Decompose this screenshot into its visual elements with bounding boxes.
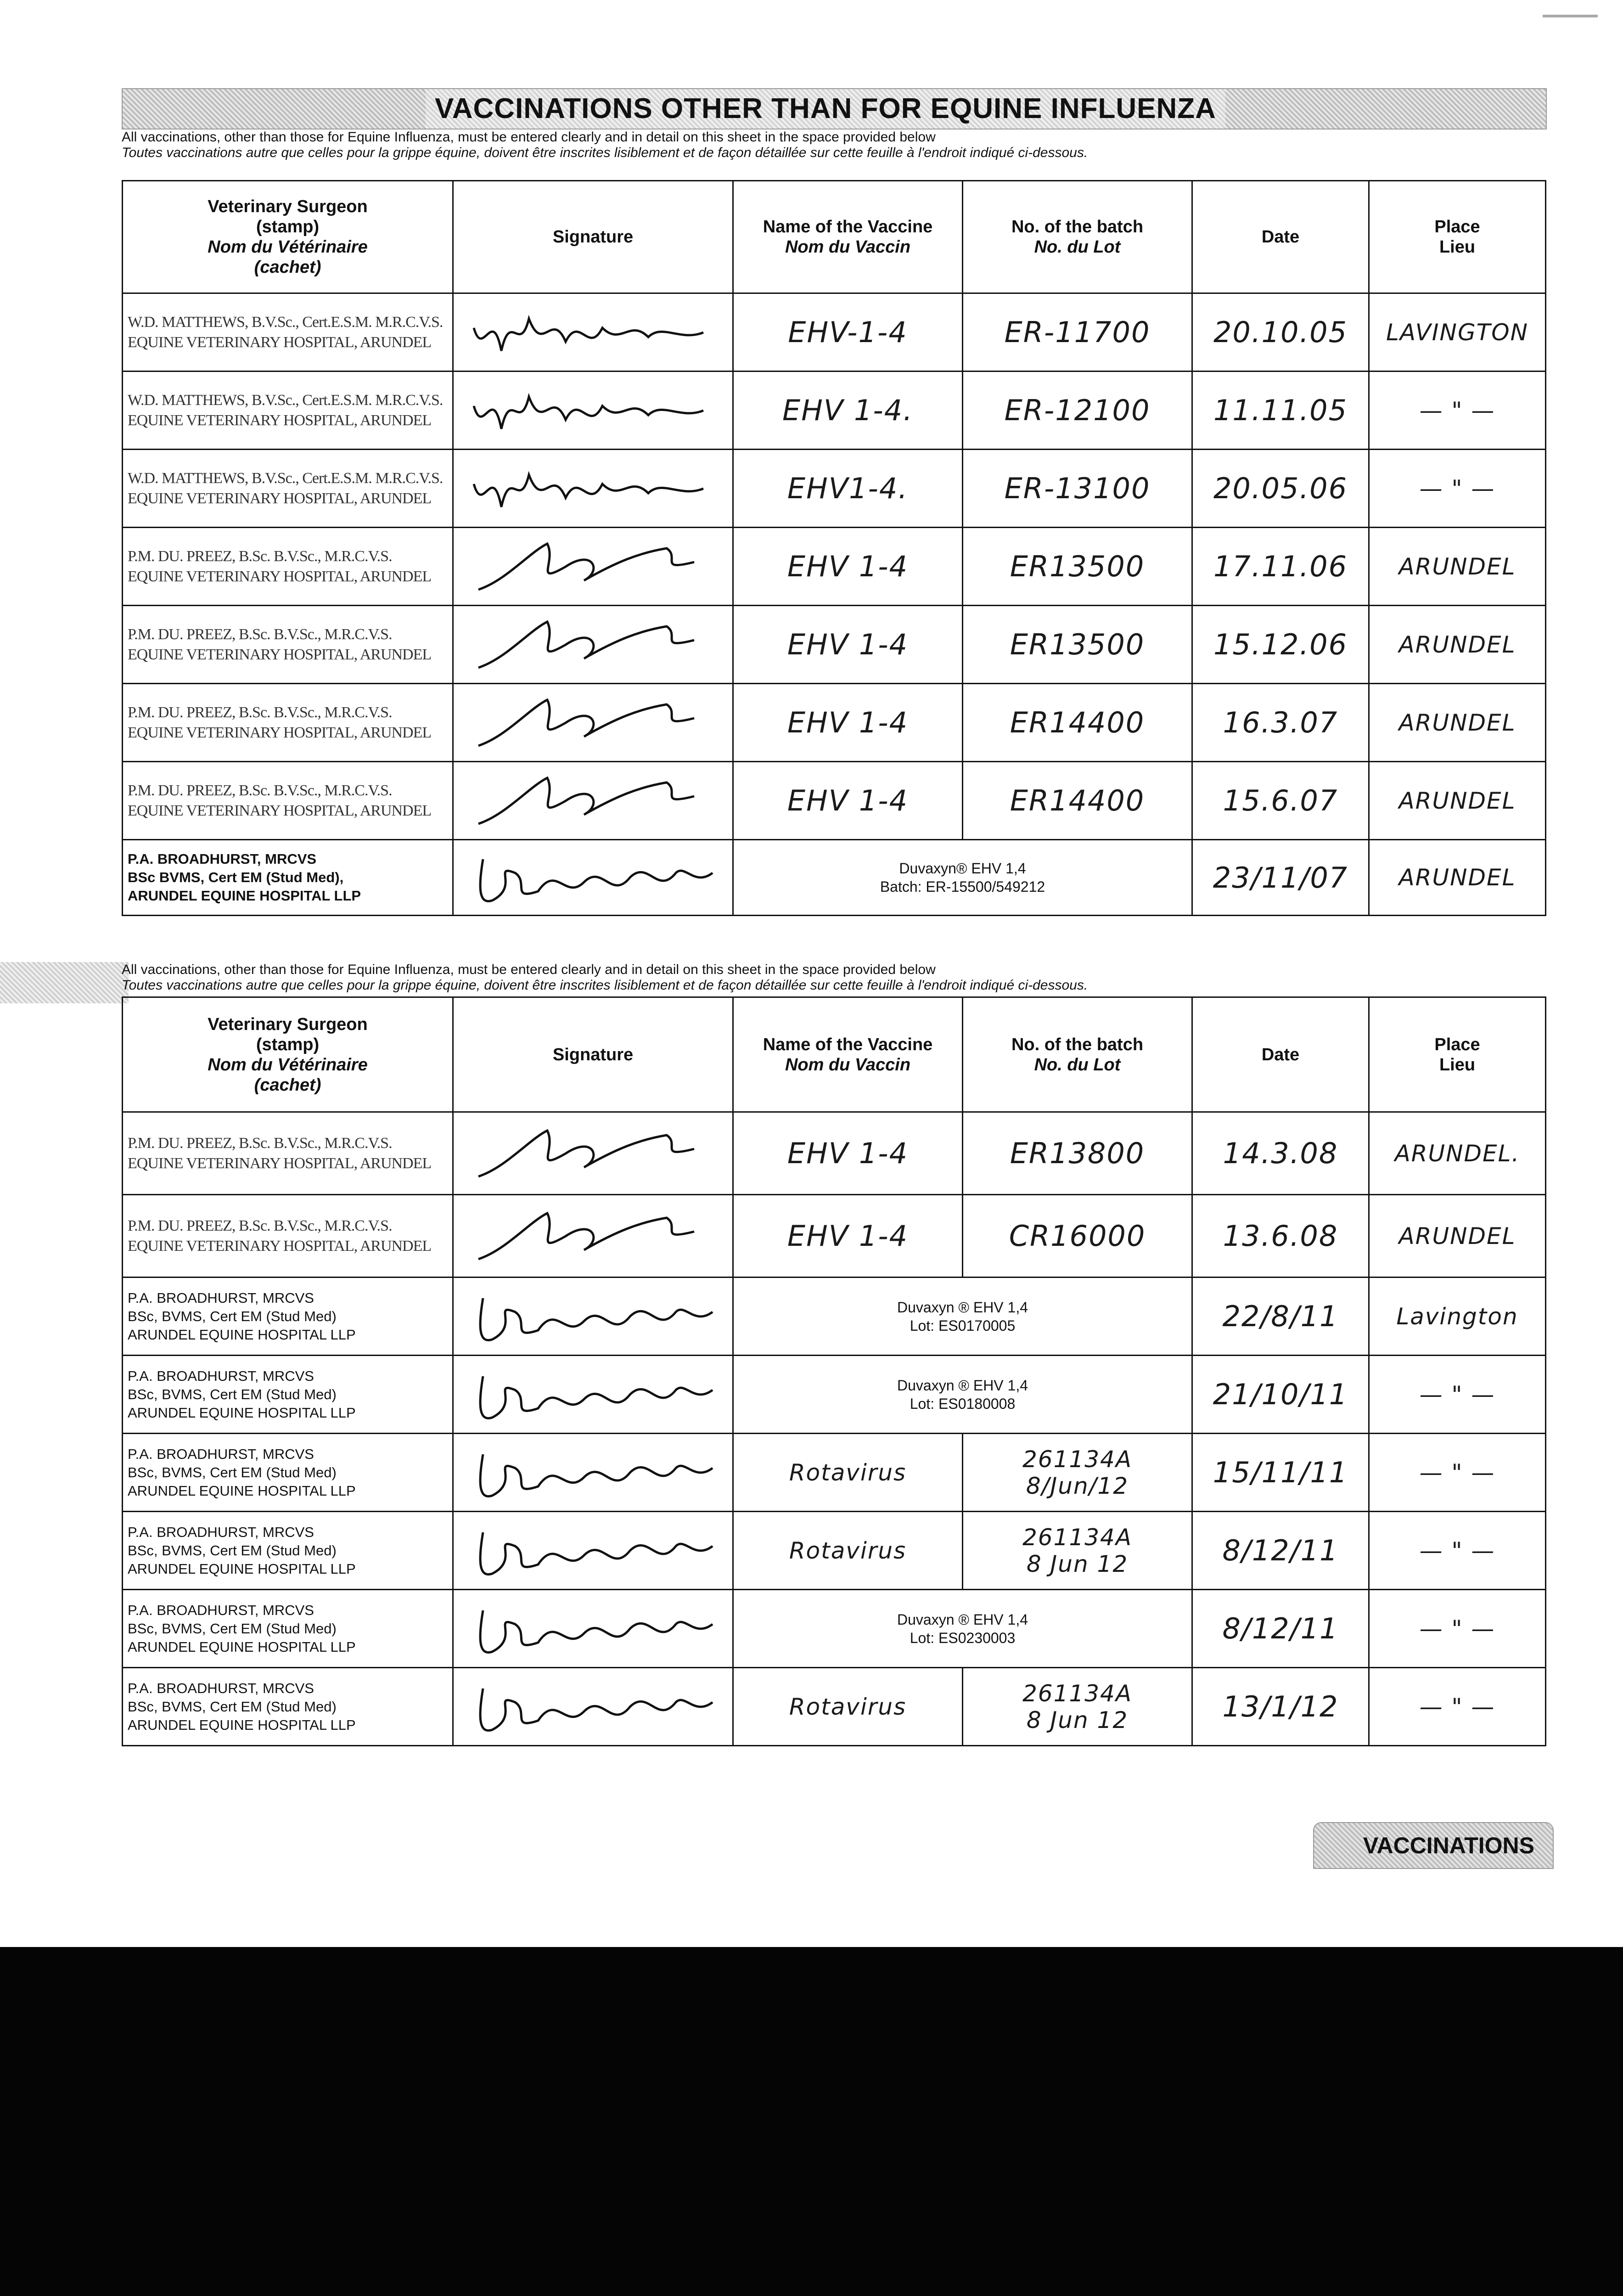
batch-number: ER13800	[963, 1112, 1192, 1195]
signature-stroke	[478, 544, 694, 590]
vaccination-date: 20.10.05	[1192, 293, 1369, 371]
vaccine-name: Duvaxyn ® EHV 1,4	[897, 1611, 1028, 1628]
signature-stroke	[478, 1131, 694, 1176]
vaccine-name: EHV 1-4	[733, 1112, 963, 1195]
vaccination-date: 15.6.07	[1192, 762, 1369, 840]
batch-number: Lot: ES0170005	[910, 1317, 1016, 1334]
vaccine-name: Rotavirus	[733, 1668, 963, 1746]
header-vet	[123, 997, 453, 1112]
signature-scribble	[465, 378, 722, 443]
table-row	[123, 1195, 1546, 1277]
header-vet-fr: Nom du Vétérinaire	[208, 1055, 368, 1075]
vet-stamp	[123, 371, 453, 450]
stamp-line: ARUNDEL EQUINE HOSPITAL LLP	[128, 1404, 356, 1421]
batch-number: ER13500	[963, 528, 1192, 606]
signature-scribble	[465, 1204, 722, 1268]
header-vet-stamp: (stamp)	[256, 1035, 320, 1054]
vaccine-name: EHV 1-4	[733, 1195, 963, 1277]
signature-cell	[453, 840, 733, 916]
vaccination-date: 22/8/11	[1192, 1277, 1369, 1356]
vaccination-date: 8/12/11	[1192, 1590, 1369, 1668]
vaccine-name: Rotavirus	[733, 1434, 963, 1512]
signature-cell	[453, 1434, 733, 1512]
batch-lot: 261134A	[1022, 1524, 1133, 1551]
header-batch-en: No. of the batch	[1011, 1035, 1144, 1054]
stamp-line: P.M. DU. PREEZ, B.Sc. B.V.Sc., M.R.C.V.S.	[128, 782, 392, 799]
table-row	[123, 840, 1546, 916]
signature-scribble	[465, 300, 722, 365]
vet-stamp	[123, 293, 453, 371]
vet-stamp	[123, 1590, 453, 1668]
batch-number: ER14400	[963, 762, 1192, 840]
batch-number: Batch: ER-15500/549212	[880, 878, 1045, 895]
stamp-line: W.D. MATTHEWS, B.V.Sc., Cert.E.S.M. M.R.C.V.S.	[128, 469, 443, 487]
signature-scribble	[465, 1675, 722, 1739]
vaccine-name: EHV 1-4	[733, 528, 963, 606]
header-batch-en: No. of the batch	[1011, 217, 1144, 236]
signature-stroke	[480, 1532, 713, 1575]
signature-scribble	[465, 1597, 722, 1661]
header-signature: Signature	[453, 181, 733, 293]
header-vet-en: Veterinary Surgeon	[208, 197, 368, 216]
place: LAVINGTON	[1369, 293, 1546, 371]
instructions-french: Toutes vaccinations autre que celles pour la grippe équine, doivent être inscrites lisiblement et de façon détaillée sur cette feuille à l'endroit indiqué ci-dessous.	[122, 145, 1088, 160]
signature-scribble	[465, 769, 722, 833]
vaccination-date: 14.3.08	[1192, 1112, 1369, 1195]
header-batch-fr: No. du Lot	[1034, 1055, 1121, 1075]
signature-cell	[453, 1590, 733, 1668]
place: ARUNDEL	[1369, 528, 1546, 606]
table-row	[123, 371, 1546, 450]
vaccine-and-batch	[733, 1590, 1192, 1668]
stamp-line: ARUNDEL EQUINE HOSPITAL LLP	[128, 1560, 356, 1577]
place: ARUNDEL.	[1369, 1112, 1546, 1195]
header-vet-fr-stamp: (cachet)	[254, 258, 321, 277]
table-row	[123, 684, 1546, 762]
vaccine-name: EHV 1-4	[733, 762, 963, 840]
batch-lot: 261134A	[1022, 1446, 1133, 1473]
batch-number: ER-13100	[963, 450, 1192, 528]
signature-stroke	[480, 859, 713, 901]
stamp-line: P.A. BROADHURST, MRCVS	[128, 1680, 314, 1696]
scan-black-border	[0, 1947, 1623, 2296]
signature-cell	[453, 606, 733, 684]
batch-number	[963, 1434, 1192, 1512]
table-row	[123, 1112, 1546, 1195]
stamp-line: EQUINE VETERINARY HOSPITAL, ARUNDEL	[128, 802, 432, 819]
header-vet-fr-stamp: (cachet)	[254, 1075, 321, 1095]
vaccination-date: 21/10/11	[1192, 1356, 1369, 1434]
header-place	[1369, 181, 1546, 293]
footer-tab-label: VACCINATIONS	[1363, 1833, 1534, 1858]
stamp-line: EQUINE VETERINARY HOSPITAL, ARUNDEL	[128, 1154, 432, 1172]
vet-stamp	[123, 1434, 453, 1512]
place: — " —	[1369, 1356, 1546, 1434]
header-vaccine	[733, 997, 963, 1112]
signature-stroke	[478, 700, 694, 746]
stamp-line: W.D. MATTHEWS, B.V.Sc., Cert.E.S.M. M.R.C.V.S.	[128, 313, 443, 331]
batch-number: Lot: ES0180008	[910, 1395, 1016, 1412]
stamp-line: BSc, BVMS, Cert EM (Stud Med)	[128, 1386, 337, 1402]
batch-number: Lot: ES0230003	[910, 1629, 1016, 1646]
signature-scribble	[465, 1121, 722, 1186]
signature-scribble	[465, 613, 722, 677]
table-row	[123, 1590, 1546, 1668]
stamp-line: BSc, BVMS, Cert EM (Stud Med)	[128, 1542, 337, 1559]
vet-stamp	[123, 606, 453, 684]
vaccine-name: Rotavirus	[733, 1512, 963, 1590]
signature-cell	[453, 293, 733, 371]
stamp-line: P.A. BROADHURST, MRCVS	[128, 1289, 314, 1306]
signature-cell	[453, 1668, 733, 1746]
instructions-english-2: All vaccinations, other than those for Equine Influenza, must be entered clearly and in detail on this sheet in the space provided below	[122, 962, 936, 977]
vaccine-name: EHV-1-4	[733, 293, 963, 371]
stamp-line: EQUINE VETERINARY HOSPITAL, ARUNDEL	[128, 411, 432, 429]
signature-stroke	[478, 778, 694, 824]
header-date: Date	[1192, 997, 1369, 1112]
vaccination-table-1	[122, 180, 1546, 916]
signature-scribble	[465, 691, 722, 755]
header-vet-fr: Nom du Vétérinaire	[208, 237, 368, 257]
stamp-line: EQUINE VETERINARY HOSPITAL, ARUNDEL	[128, 646, 432, 663]
header-batch	[963, 997, 1192, 1112]
header-vet	[123, 181, 453, 293]
batch-number: CR16000	[963, 1195, 1192, 1277]
vet-stamp	[123, 1112, 453, 1195]
signature-stroke	[480, 1454, 713, 1497]
vet-stamp	[123, 1512, 453, 1590]
stamp-line: BSc BVMS, Cert EM (Stud Med),	[128, 869, 344, 885]
vaccine-name: EHV 1-4	[733, 684, 963, 762]
vaccine-name: EHV 1-4	[733, 606, 963, 684]
signature-scribble	[465, 1362, 722, 1427]
scan-shadow	[0, 962, 129, 1003]
table-row	[123, 293, 1546, 371]
signature-stroke	[480, 1376, 713, 1418]
header-place-fr: Lieu	[1439, 1055, 1476, 1075]
header-vaccine-fr: Nom du Vaccin	[785, 1055, 911, 1075]
header-place	[1369, 997, 1546, 1112]
stamp-line: P.A. BROADHURST, MRCVS	[128, 1524, 314, 1540]
signature-cell	[453, 1512, 733, 1590]
vaccine-name: Duvaxyn® EHV 1,4	[899, 860, 1026, 877]
vet-stamp	[123, 1668, 453, 1746]
vaccine-name: Duvaxyn ® EHV 1,4	[897, 1377, 1028, 1394]
vet-stamp	[123, 762, 453, 840]
batch-expiry: 8/Jun/12	[1026, 1472, 1129, 1499]
vet-stamp	[123, 450, 453, 528]
stamp-line: BSc, BVMS, Cert EM (Stud Med)	[128, 1308, 337, 1324]
signature-cell	[453, 1195, 733, 1277]
stamp-line: W.D. MATTHEWS, B.V.Sc., Cert.E.S.M. M.R.C.V.S.	[128, 391, 443, 409]
header-place-en: Place	[1434, 1035, 1480, 1054]
vaccination-date: 13.6.08	[1192, 1195, 1369, 1277]
scan-edge-mark	[1543, 15, 1598, 17]
stamp-line: ARUNDEL EQUINE HOSPITAL LLP	[128, 1482, 356, 1499]
vet-stamp	[123, 840, 453, 916]
signature-stroke	[474, 475, 703, 507]
stamp-line: P.A. BROADHURST, MRCVS	[128, 1446, 314, 1462]
stamp-line: P.M. DU. PREEZ, B.Sc. B.V.Sc., M.R.C.V.S.	[128, 703, 392, 721]
vaccination-table-2	[122, 996, 1546, 1746]
signature-stroke	[478, 622, 694, 668]
batch-lot: 261134A	[1022, 1680, 1133, 1707]
signature-cell	[453, 1356, 733, 1434]
batch-number: ER14400	[963, 684, 1192, 762]
batch-expiry: 8 Jun 12	[1026, 1550, 1129, 1577]
table-row	[123, 762, 1546, 840]
header-vaccine-en: Name of the Vaccine	[763, 1035, 933, 1054]
signature-scribble	[465, 1441, 722, 1505]
signature-stroke	[474, 319, 703, 351]
instructions-english: All vaccinations, other than those for Equine Influenza, must be entered clearly and in detail on this sheet in the space provided below	[122, 129, 936, 145]
signature-cell	[453, 450, 733, 528]
place: ARUNDEL	[1369, 762, 1546, 840]
table-row	[123, 450, 1546, 528]
stamp-line: P.M. DU. PREEZ, B.Sc. B.V.Sc., M.R.C.V.S.	[128, 1134, 392, 1152]
stamp-line: ARUNDEL EQUINE HOSPITAL LLP	[128, 1638, 356, 1655]
header-batch	[963, 181, 1192, 293]
vet-stamp	[123, 528, 453, 606]
stamp-line: EQUINE VETERINARY HOSPITAL, ARUNDEL	[128, 1237, 432, 1255]
place: — " —	[1369, 371, 1546, 450]
table-row	[123, 606, 1546, 684]
place: Lavington	[1369, 1277, 1546, 1356]
signature-stroke	[480, 1610, 713, 1653]
stamp-line: EQUINE VETERINARY HOSPITAL, ARUNDEL	[128, 568, 432, 585]
stamp-line: EQUINE VETERINARY HOSPITAL, ARUNDEL	[128, 490, 432, 507]
section-banner	[122, 88, 1547, 129]
batch-number	[963, 1668, 1192, 1746]
stamp-line: BSc, BVMS, Cert EM (Stud Med)	[128, 1620, 337, 1637]
header-batch-fr: No. du Lot	[1034, 237, 1121, 257]
batch-number: ER13500	[963, 606, 1192, 684]
vaccination-date: 15.12.06	[1192, 606, 1369, 684]
signature-cell	[453, 371, 733, 450]
signature-cell	[453, 1277, 733, 1356]
table-header-row	[123, 181, 1546, 293]
signature-scribble	[465, 535, 722, 599]
table-row	[123, 1356, 1546, 1434]
place: — " —	[1369, 1512, 1546, 1590]
stamp-line: EQUINE VETERINARY HOSPITAL, ARUNDEL	[128, 724, 432, 741]
header-vaccine-en: Name of the Vaccine	[763, 217, 933, 236]
stamp-line: ARUNDEL EQUINE HOSPITAL LLP	[128, 1716, 356, 1733]
signature-cell	[453, 1112, 733, 1195]
vaccination-date: 16.3.07	[1192, 684, 1369, 762]
vet-stamp	[123, 1356, 453, 1434]
header-date: Date	[1192, 181, 1369, 293]
table-row	[123, 1434, 1546, 1512]
header-vaccine-fr: Nom du Vaccin	[785, 237, 911, 257]
instructions-block-2	[122, 962, 1545, 993]
stamp-line: BSc, BVMS, Cert EM (Stud Med)	[128, 1464, 337, 1480]
stamp-line: P.A. BROADHURST, MRCVS	[128, 851, 317, 867]
place: ARUNDEL	[1369, 606, 1546, 684]
header-vet-en: Veterinary Surgeon	[208, 1014, 368, 1034]
place: — " —	[1369, 1668, 1546, 1746]
stamp-line: ARUNDEL EQUINE HOSPITAL LLP	[128, 888, 361, 904]
table-row	[123, 528, 1546, 606]
place: ARUNDEL	[1369, 684, 1546, 762]
stamp-line: ARUNDEL EQUINE HOSPITAL LLP	[128, 1326, 356, 1343]
vaccine-name: Duvaxyn ® EHV 1,4	[897, 1299, 1028, 1316]
vaccination-date: 20.05.06	[1192, 450, 1369, 528]
signature-scribble	[465, 845, 722, 910]
place: ARUNDEL	[1369, 840, 1546, 916]
vaccine-name: EHV 1-4.	[733, 371, 963, 450]
header-vaccine	[733, 181, 963, 293]
vaccine-and-batch	[733, 1277, 1192, 1356]
table-row	[123, 1512, 1546, 1590]
header-place-fr: Lieu	[1439, 237, 1476, 257]
table-row	[123, 1668, 1546, 1746]
signature-scribble	[465, 456, 722, 521]
stamp-line: P.M. DU. PREEZ, B.Sc. B.V.Sc., M.R.C.V.S.	[128, 1217, 392, 1234]
signature-stroke	[480, 1688, 713, 1731]
signature-stroke	[480, 1298, 713, 1340]
vet-stamp	[123, 684, 453, 762]
header-signature: Signature	[453, 997, 733, 1112]
signature-cell	[453, 684, 733, 762]
stamp-line: P.A. BROADHURST, MRCVS	[128, 1602, 314, 1618]
vaccination-date: 13/1/12	[1192, 1668, 1369, 1746]
signature-scribble	[465, 1519, 722, 1583]
place: ARUNDEL	[1369, 1195, 1546, 1277]
vaccine-and-batch	[733, 1356, 1192, 1434]
banner-title: VACCINATIONS OTHER THAN FOR EQUINE INFLUENZA	[426, 89, 1225, 129]
instructions-block	[122, 129, 1545, 161]
header-vet-stamp: (stamp)	[256, 217, 320, 236]
table-header-row	[123, 997, 1546, 1112]
vaccination-date: 15/11/11	[1192, 1434, 1369, 1512]
signature-scribble	[465, 1284, 722, 1349]
vaccination-date: 11.11.05	[1192, 371, 1369, 450]
header-place-en: Place	[1434, 217, 1480, 236]
stamp-line: P.M. DU. PREEZ, B.Sc. B.V.Sc., M.R.C.V.S.	[128, 625, 392, 643]
batch-expiry: 8 Jun 12	[1026, 1706, 1129, 1733]
vaccine-name: EHV1-4.	[733, 450, 963, 528]
signature-cell	[453, 762, 733, 840]
vaccination-date: 23/11/07	[1192, 840, 1369, 916]
batch-number	[963, 1512, 1192, 1590]
vaccine-and-batch	[733, 840, 1192, 916]
instructions-french-2: Toutes vaccinations autre que celles pour la grippe équine, doivent être inscrites lisiblement et de façon détaillée sur cette feuille à l'endroit indiqué ci-dessous.	[122, 978, 1088, 993]
batch-number: ER-11700	[963, 293, 1192, 371]
stamp-line: P.M. DU. PREEZ, B.Sc. B.V.Sc., M.R.C.V.S.	[128, 547, 392, 565]
vet-stamp	[123, 1277, 453, 1356]
stamp-line: P.A. BROADHURST, MRCVS	[128, 1367, 314, 1384]
stamp-line: EQUINE VETERINARY HOSPITAL, ARUNDEL	[128, 333, 432, 351]
place: — " —	[1369, 1590, 1546, 1668]
table-row	[123, 1277, 1546, 1356]
vaccination-date: 17.11.06	[1192, 528, 1369, 606]
vet-stamp	[123, 1195, 453, 1277]
stamp-line: BSc, BVMS, Cert EM (Stud Med)	[128, 1698, 337, 1715]
vaccination-date: 8/12/11	[1192, 1512, 1369, 1590]
place: — " —	[1369, 1434, 1546, 1512]
place: — " —	[1369, 450, 1546, 528]
signature-stroke	[478, 1213, 694, 1259]
signature-cell	[453, 528, 733, 606]
batch-number: ER-12100	[963, 371, 1192, 450]
vaccinations-section-tab	[1313, 1822, 1554, 1869]
signature-stroke	[474, 397, 703, 429]
